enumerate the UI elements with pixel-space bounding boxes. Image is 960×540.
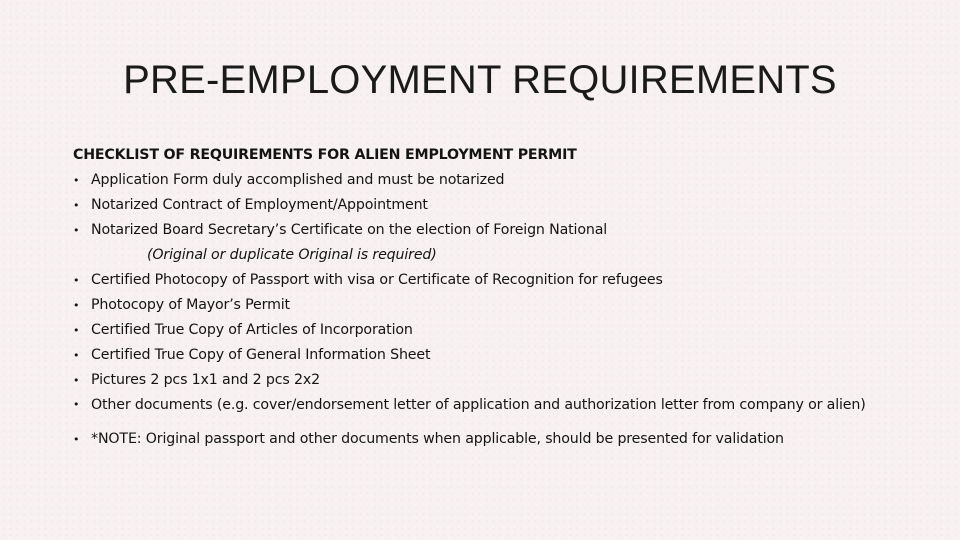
bullet-icon: • (73, 199, 80, 212)
list-item-text: Application Form duly accomplished and must be notarized (91, 172, 505, 188)
bullet-icon: • (73, 174, 80, 187)
slide-body (73, 143, 893, 452)
bullet-icon: • (73, 398, 80, 411)
list-item (73, 427, 893, 452)
bullet-icon: • (73, 324, 80, 337)
list-item (73, 168, 893, 193)
checklist-heading: CHECKLIST OF REQUIREMENTS FOR ALIEN EMPLOYMENT PERMIT (73, 147, 577, 163)
list-item (73, 343, 893, 368)
list-item-text: Certified True Copy of General Information Sheet (91, 347, 431, 363)
slide-title: PRE-EMPLOYMENT REQUIREMENTS (123, 58, 837, 102)
list-item (73, 218, 893, 243)
bullet-icon: • (73, 349, 80, 362)
list-item-text: Pictures 2 pcs 1x1 and 2 pcs 2x2 (91, 372, 320, 388)
list-item-text: Certified True Copy of Articles of Incorporation (91, 322, 413, 338)
list-item-text: Other documents (e.g. cover/endorsement letter of application and authorization letter from company or alien) (91, 397, 866, 413)
bullet-icon: • (73, 433, 80, 446)
list-item-text: *NOTE: Original passport and other documents when applicable, should be presented for validation (91, 431, 784, 447)
list-item (73, 318, 893, 343)
bullet-icon: • (73, 274, 80, 287)
list-item (73, 193, 893, 218)
list-item (73, 268, 893, 293)
bullet-icon: • (73, 374, 80, 387)
list-item-text: Certified Photocopy of Passport with visa or Certificate of Recognition for refugees (91, 272, 663, 288)
list-item (73, 293, 893, 318)
sub-note: (Original or duplicate Original is required) (147, 247, 437, 263)
list-item (73, 393, 893, 427)
bullet-icon: • (73, 224, 80, 237)
list-item (73, 368, 893, 393)
list-item-text: Notarized Board Secretary’s Certificate on the election of Foreign National (91, 222, 608, 238)
bullet-icon: • (73, 299, 80, 312)
list-item-text: Notarized Contract of Employment/Appointment (91, 197, 428, 213)
list-item-text: Photocopy of Mayor’s Permit (91, 297, 290, 313)
